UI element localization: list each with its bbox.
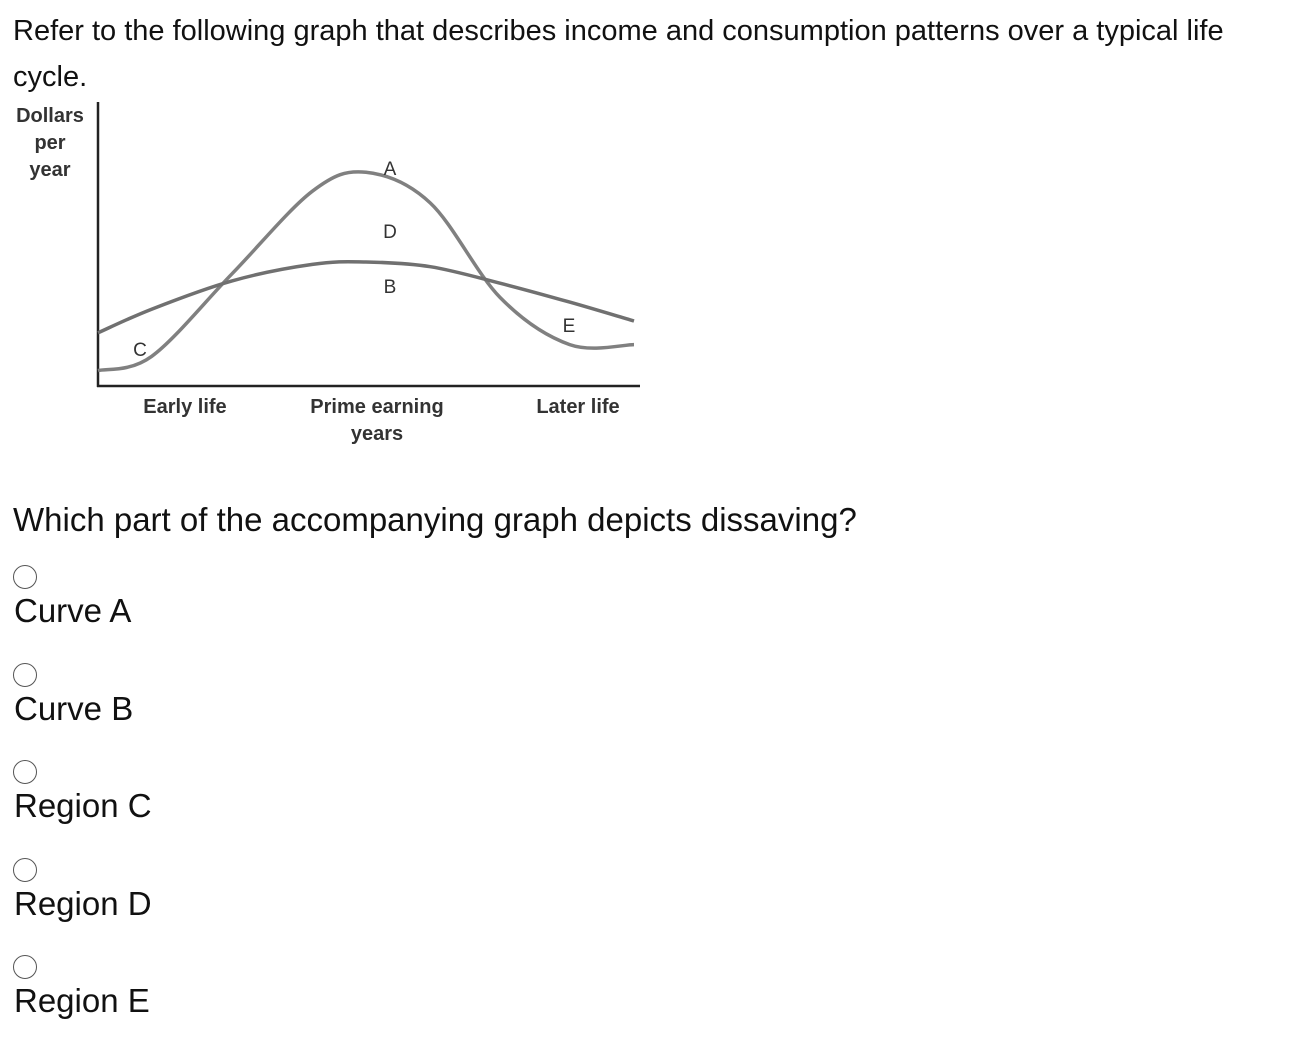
label-c: C	[133, 340, 147, 361]
radio-button[interactable]	[13, 955, 37, 979]
option-label: Curve B	[14, 689, 134, 727]
curve-a-income	[98, 172, 634, 371]
option-label: Curve A	[14, 592, 132, 629]
label-e: E	[562, 316, 576, 337]
x-tick-prime-earning-line-1: Prime earning	[310, 396, 444, 418]
life-cycle-graph	[0, 96, 660, 456]
y-axis-label-line-3: year	[29, 159, 71, 181]
option-label: Region C	[14, 787, 152, 824]
curve-b-consumption	[98, 262, 634, 333]
label-a: A	[383, 159, 397, 180]
option-label: Region D	[14, 884, 152, 922]
radio-button[interactable]	[13, 760, 37, 784]
label-d: D	[383, 222, 397, 243]
question-text: Which part of the accompanying graph depicts dissaving?	[13, 501, 857, 538]
x-tick-later-life: Later life	[536, 396, 620, 418]
label-b: B	[383, 277, 397, 298]
radio-button[interactable]	[13, 565, 37, 589]
option-label: Region E	[14, 982, 150, 1019]
y-axis-label-line-1: Dollars	[16, 105, 84, 127]
x-tick-early-life: Early life	[143, 396, 227, 418]
life-cycle-chart-svg	[0, 96, 660, 456]
radio-button[interactable]	[13, 858, 37, 882]
radio-button[interactable]	[13, 663, 37, 687]
x-tick-prime-earning-line-2: years	[350, 423, 404, 445]
y-axis-label-line-2: per	[34, 132, 66, 154]
question-intro: Refer to the following graph that describes income and consumption patterns over a typical life cycle.	[13, 15, 1224, 93]
